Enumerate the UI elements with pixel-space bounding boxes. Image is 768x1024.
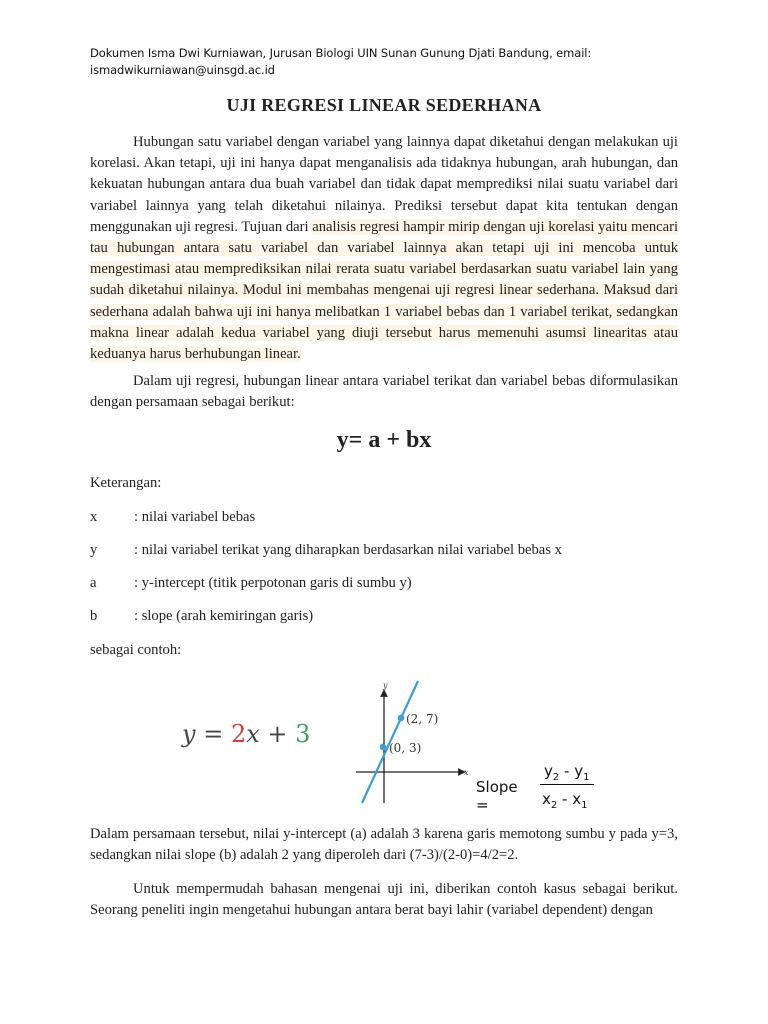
header-email: ismadwikurniawan@uinsgd.ac.id xyxy=(90,63,275,77)
formula-variable: x xyxy=(246,720,260,748)
definition-text: : y-intercept (titik perpotonan garis di sumbu y) xyxy=(134,575,412,591)
slope-denominator xyxy=(542,790,587,811)
example-graph xyxy=(340,675,480,810)
definition-symbol: a xyxy=(90,575,97,591)
denominator-x2-sub: 2 xyxy=(550,800,558,811)
main-equation: y= a + bx xyxy=(336,427,432,453)
definition-text: : nilai variabel bebas xyxy=(134,509,256,525)
numerator-y2-sub: 2 xyxy=(552,772,560,783)
formula-coefficient: 2 xyxy=(230,720,247,748)
formula-equals: = xyxy=(203,720,224,748)
keterangan-label: Keterangan: xyxy=(90,475,162,491)
page-title: UJI REGRESI LINEAR SEDERHANA xyxy=(226,95,542,115)
numerator-minus: - xyxy=(559,762,575,780)
numerator-y2: y xyxy=(544,762,553,780)
definition-symbol: y xyxy=(90,542,98,558)
formula-constant: 3 xyxy=(295,720,311,748)
point-2-7 xyxy=(398,715,405,722)
paragraph-intro-text: Hubungan satu variabel dengan variabel yang lainnya dapat diketahui dengan melakukan uji korelasi. Akan tetapi, uji ini hanya dapat menganalisis ada tidaknya hubungan, arah hubungan, dan kekuatan hubungan antara dua buah variabel dan tidak dapat memprediksi nilai suatu variabel dari variabel lainnya yang telah diketahui nilainya. Prediksi tersebut dapat kita tentukan dengan menggunakan uji regresi. Tujuan dari xyxy=(90,134,678,235)
slope-label: Slope = xyxy=(476,778,518,814)
x-axis-label: x xyxy=(464,768,469,777)
denominator-x2: x xyxy=(542,790,551,808)
slope-numerator xyxy=(544,762,589,783)
header-line-1: Dokumen Isma Dwi Kurniawan, Jurusan Biologi UIN Sunan Gunung Djati Bandung, email: xyxy=(90,46,592,60)
definition-a xyxy=(90,573,412,593)
definition-symbol: x xyxy=(90,509,98,525)
formula-plus: + xyxy=(267,720,288,748)
document-header xyxy=(90,45,690,79)
paragraph-intro-highlight: analisis regresi hampir mirip dengan uji korelasi yaitu mencari tau hubungan antara satu variabel dan variabel lainnya akan tetapi uji ini mencoba untuk mengestimasi atau memprediksikan nilai rerata suatu variabel berdasarkan suatu variabel lain yang sudah diketahui nilainya. Modul ini membahas mengenai uji regresi linear sederhana. Maksud dari sederhana adalah bahwa uji ini hanya melibatkan 1 variabel bebas dan 1 variabel terikat, sedangkan makna linear adalah kedua variabel yang diuji tersebut harus memenuhi asumsi linearitas atau keduanya harus berhubungan linear. xyxy=(90,218,678,363)
denominator-x1: x xyxy=(572,790,582,808)
numerator-y1: y xyxy=(574,762,584,780)
paragraph-formula-intro: Dalam uji regresi, hubungan linear antara variabel terikat dan variabel bebas diformulasikan dengan persamaan sebagai berikut: xyxy=(90,373,678,411)
definition-text: : nilai variabel terikat yang diharapkan berdasarkan nilai variabel bebas x xyxy=(134,542,562,558)
definition-b xyxy=(90,606,313,626)
paragraph-explanation: Dalam persamaan tersebut, nilai y-intercept (a) adalah 3 karena garis memotong sumbu y pada y=3, sedangkan nilai slope (b) adalah 2 yang diperoleh dari (7-3)/(2-0)=4/2=2. xyxy=(90,826,678,864)
y-axis-label: y xyxy=(383,681,388,690)
fraction-bar xyxy=(540,784,594,785)
definition-y xyxy=(90,540,562,560)
paragraph-case: Untuk mempermudah bahasan mengenai uji ini, diberikan contoh kasus sebagai berikut. Seorang peneliti ingin mengetahui hubungan antara berat bayi lahir (variabel dependent) dengan xyxy=(90,881,678,919)
definition-x xyxy=(90,507,255,527)
denominator-minus: - xyxy=(557,790,573,808)
numerator-y1-sub: 1 xyxy=(583,772,590,783)
point-2-7-label: (2, 7) xyxy=(406,712,439,726)
example-formula xyxy=(182,720,310,748)
paragraph-intro xyxy=(90,132,678,365)
definition-symbol: b xyxy=(90,608,98,624)
denominator-x1-sub: 1 xyxy=(581,800,588,811)
formula-lhs: y xyxy=(182,720,196,748)
point-0-3 xyxy=(380,744,387,751)
definition-text: : slope (arah kemiringan garis) xyxy=(134,608,314,624)
example-label: sebagai contoh: xyxy=(90,642,182,658)
point-0-3-label: (0, 3) xyxy=(389,741,422,755)
